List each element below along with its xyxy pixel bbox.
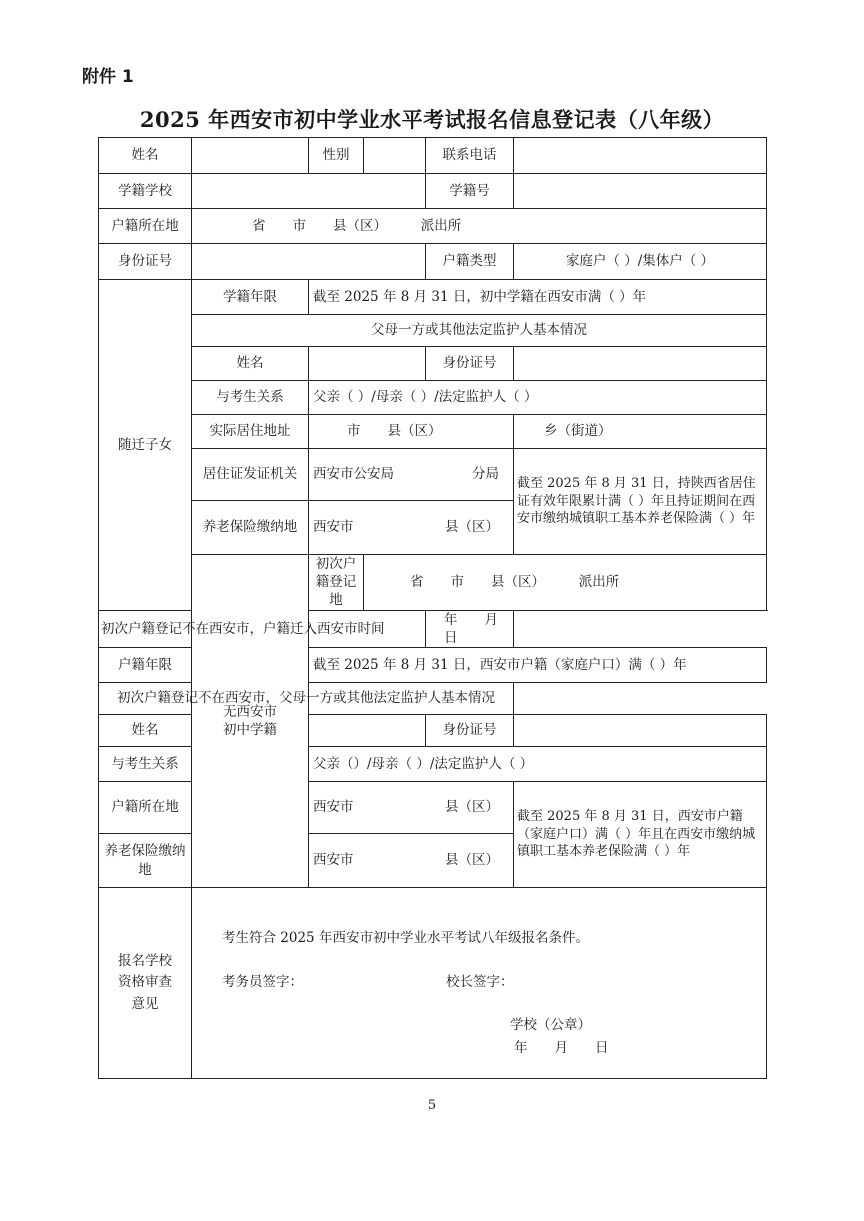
field-migrant-relation[interactable]: 父亲（ ）/母亲（ ）/法定监护人（ ）: [309, 381, 767, 415]
attachment-label: 附件 1: [82, 67, 134, 87]
migrant-permit-value: 西安市公安局: [313, 466, 394, 483]
field-name[interactable]: [192, 138, 309, 174]
label-local-guardian-name: 姓名: [99, 715, 192, 747]
field-migrant-address-street[interactable]: 乡（街道）: [514, 415, 767, 449]
label-local-pension: 养老保险缴纳地: [99, 834, 192, 888]
label-local-guardian-id: 身份证号: [426, 715, 514, 747]
migrant-permit-suffix: 分局: [472, 466, 499, 483]
field-school[interactable]: [192, 174, 426, 209]
field-first-registration[interactable]: 省 市 县（区） 派出所: [364, 555, 767, 611]
local-guardian-header: 初次户籍登记不在西安市，父母一方或其他法定监护人基本情况: [99, 683, 514, 715]
local-hukou-city: 西安市: [313, 799, 354, 816]
label-first-registration: 初次户籍登记地: [309, 555, 364, 611]
field-migrant-pension[interactable]: [309, 501, 514, 555]
migrant-pension-city: 西安市: [313, 519, 354, 536]
review-label-line1: 报名学校: [118, 952, 172, 969]
local-condition-note: 截至 2025 年 8 月 31 日，西安市户籍（家庭户口）满（ ）年且在西安市缴纳城镇职工基本养老保险满（ ）年: [514, 782, 767, 888]
principal-signature-label[interactable]: 校长签字：: [446, 974, 514, 991]
label-local-years: 户籍年限: [99, 648, 192, 683]
label-migrant-guardian-id: 身份证号: [426, 347, 514, 381]
field-hukou-type[interactable]: 家庭户（ ）/集体户（ ）: [514, 244, 767, 280]
section-migrant-children: 随迁子女: [99, 280, 192, 611]
local-pension-city: 西安市: [313, 852, 354, 869]
row-school: [99, 174, 767, 209]
row-review: [99, 888, 767, 1079]
label-gender: 性别: [309, 138, 364, 174]
migrant-pension-suffix: 县（区）: [445, 519, 499, 536]
page-number: 5: [427, 1098, 437, 1113]
review-date: 年 月 日: [514, 1040, 609, 1057]
field-local-guardian-id[interactable]: [514, 715, 767, 747]
row-migrant-guardian-name: [99, 347, 767, 381]
field-local-hukou[interactable]: [309, 782, 514, 834]
label-moved-time: 初次户籍登记不在西安市，户籍迁入西安市时间: [99, 610, 426, 647]
row-hukou-location: [99, 209, 767, 244]
row-name: [99, 138, 767, 174]
label-phone: 联系电话: [426, 138, 514, 174]
field-student-id[interactable]: [514, 174, 767, 209]
field-id-card[interactable]: [192, 244, 426, 280]
label-student-id: 学籍号: [426, 174, 514, 209]
label-id-card: 身份证号: [99, 244, 192, 280]
review-content: [192, 888, 767, 1079]
label-hukou-type: 户籍类型: [426, 244, 514, 280]
field-migrant-guardian-id[interactable]: [514, 347, 767, 381]
migrant-guardian-header: 父母一方或其他法定监护人基本情况: [192, 315, 767, 347]
label-hukou-location: 户籍所在地: [99, 209, 192, 244]
section-no-xian-line1: 无西安市: [223, 703, 277, 720]
field-gender[interactable]: [364, 138, 426, 174]
label-migrant-address: 实际居住地址: [192, 415, 309, 449]
label-migrant-permit: 居住证发证机关: [192, 449, 309, 501]
row-migrant-relation: [99, 381, 767, 415]
field-local-relation[interactable]: 父亲（）/母亲（ ）/法定监护人（ ）: [309, 747, 767, 782]
label-migrant-years: 学籍年限: [192, 280, 309, 315]
label-school: 学籍学校: [99, 174, 192, 209]
field-moved-date[interactable]: 年 月 日: [426, 610, 514, 647]
row-moved-time: [99, 610, 767, 647]
field-local-pension[interactable]: [309, 834, 514, 888]
row-id-card: [99, 244, 767, 280]
officer-signature-label[interactable]: 考务员签字：: [222, 974, 303, 991]
local-pension-suffix: 县（区）: [445, 852, 499, 869]
field-migrant-years[interactable]: 截至 2025 年 8 月 31 日，初中学籍在西安市满（ ）年: [309, 280, 767, 315]
local-hukou-suffix: 县（区）: [445, 799, 499, 816]
field-migrant-permit[interactable]: [309, 449, 514, 501]
label-migrant-guardian-name: 姓名: [192, 347, 309, 381]
label-name: 姓名: [99, 138, 192, 174]
label-migrant-relation: 与考生关系: [192, 381, 309, 415]
review-statement: 考生符合 2025 年西安市初中学业水平考试八年级报名条件。: [222, 930, 589, 947]
section-no-xian-record: [192, 555, 309, 888]
field-hukou-location[interactable]: 省 市 县（区） 派出所: [192, 209, 767, 244]
field-phone[interactable]: [514, 138, 767, 174]
row-migrant-permit: [99, 449, 767, 501]
row-first-registration: [99, 555, 767, 611]
label-local-relation: 与考生关系: [99, 747, 192, 782]
label-local-hukou: 户籍所在地: [99, 782, 192, 834]
review-label-line2: 资格审查: [118, 974, 172, 991]
registration-form-table: [98, 137, 767, 1079]
section-no-xian-line2: 初中学籍: [223, 722, 277, 739]
migrant-condition-note: 截至 2025 年 8 月 31 日，持陕西省居住证有效年限累计满（ ）年且持证期间在西安市缴纳城镇职工基本养老保险满（ ）年: [514, 449, 767, 555]
label-migrant-pension: 养老保险缴纳地: [192, 501, 309, 555]
school-seal-label: 学校（公章）: [510, 1017, 591, 1034]
row-migrant-guardian-header: [99, 315, 767, 347]
row-migrant-years: [99, 280, 767, 315]
row-local-guardian-header: [99, 683, 767, 715]
field-local-years[interactable]: 截至 2025 年 8 月 31 日，西安市户籍（家庭户口）满（ ）年: [309, 648, 767, 683]
row-migrant-address: [99, 415, 767, 449]
field-migrant-guardian-name[interactable]: [309, 347, 426, 381]
form-title: 2025 年西安市初中学业水平考试报名信息登记表（八年级）: [139, 107, 725, 132]
field-local-guardian-name[interactable]: [309, 715, 426, 747]
review-label-line3: 意见: [131, 995, 159, 1012]
section-review: [99, 888, 192, 1079]
field-migrant-address-city[interactable]: 市 县（区）: [309, 415, 514, 449]
